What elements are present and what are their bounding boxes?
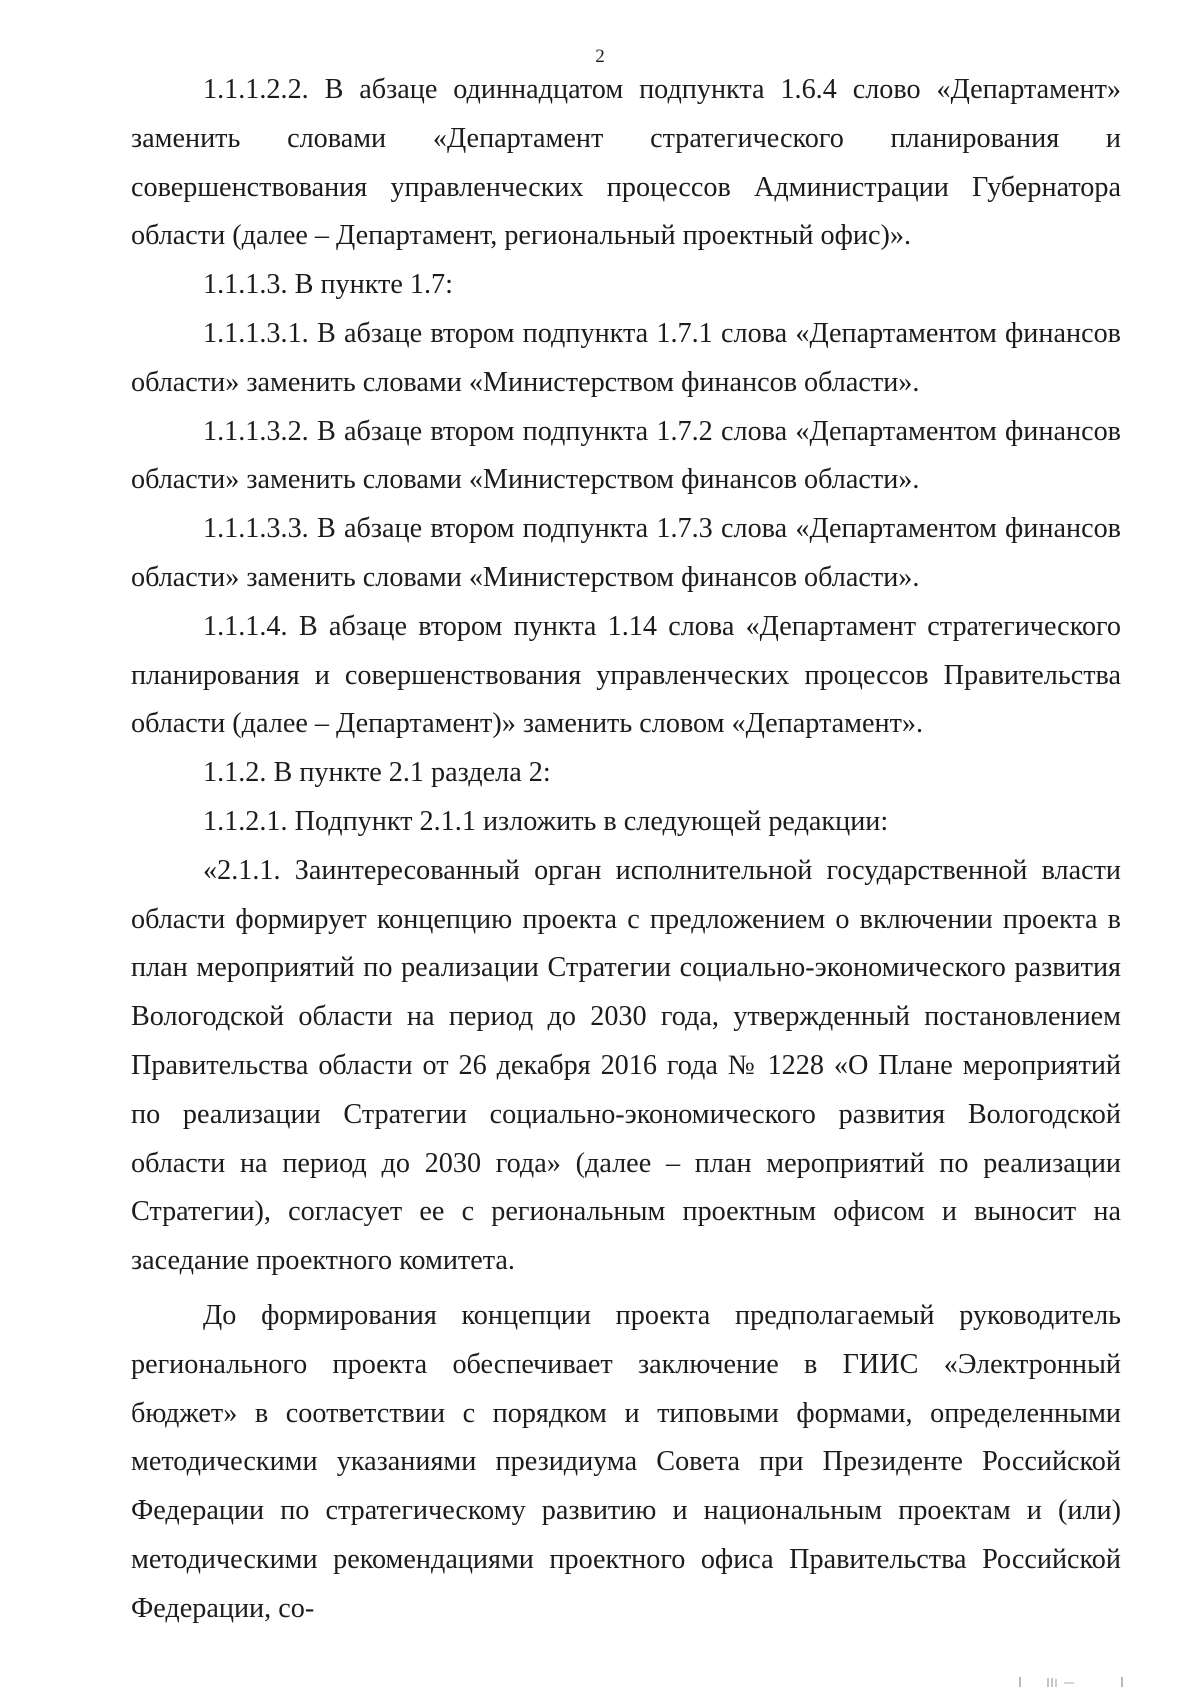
paragraph-1.1.2: 1.1.2. В пункте 2.1 раздела 2: [203,757,551,789]
scan-artifact-marks [1010,1675,1130,1689]
paragraph-concept-formation: До формирования концепции проекта предполагаемый руководитель регионального проекта обеспечивает заключение в ГИИС «Электронный бюджет» в соответствии с порядком и типовыми формами, определенными методическими указаниями президиума Совета при Президенте Российской Федерации по стратегическому развитию и национальным проектам и (или) методическими рекомендациями проектного офиса Правительства Российской Федерации, со- [131,1299,1121,1624]
paragraph-1.1.2.1: 1.1.2.1. Подпункт 2.1.1 изложить в следующей редакции: [203,805,889,837]
document-body [131,66,1121,1634]
paragraph-1.1.1.4: 1.1.1.4. В абзаце втором пункта 1.14 слова «Департамент стратегического планирования и совершенствования управленческих процессов Правительства области (далее – Департамент)» заменить словом «Департамент». [131,610,1121,740]
page-number: 2 [595,46,605,67]
paragraph-2.1.1-quote: «2.1.1. Заинтересованный орган исполнительной государственной власти области формирует концепцию проекта с предложением о включении проекта в план мероприятий по реализации Стратегии социально-экономического развития Вологодской области на период до 2030 года, утвержденный постановлением Правительства области от 26 декабря 2016 года № 1228 «О Плане мероприятий по реализации Стратегии социально-экономического развития Вологодской области на период до 2030 года» (далее – план мероприятий по реализации Стратегии), согласует ее с региональным проектным офисом и выносит на заседание проектного комитета. [131,854,1121,1277]
paragraph-1.1.1.3: 1.1.1.3. В пункте 1.7: [203,269,453,301]
paragraph-1.1.1.3.3: 1.1.1.3.3. В абзаце втором подпункта 1.7.3 слова «Департаментом финансов области» заменить словами «Министерством финансов области». [131,513,1121,593]
paragraph-1.1.1.2.2: 1.1.1.2.2. В абзаце одиннадцатом подпункта 1.6.4 слово «Департамент» заменить словами «Департамент стратегического планирования и совершенствования управленческих процессов Администрации Губернатора области (далее – Департамент, региональный проектный офис)». [131,74,1121,252]
paragraph-1.1.1.3.1: 1.1.1.3.1. В абзаце втором подпункта 1.7.1 слова «Департаментом финансов области» заменить словами «Министерством финансов области». [131,317,1121,398]
paragraph-1.1.1.3.2: 1.1.1.3.2. В абзаце втором подпункта 1.7.2 слова «Департаментом финансов области» заменить словами «Министерством финансов области». [131,415,1121,496]
